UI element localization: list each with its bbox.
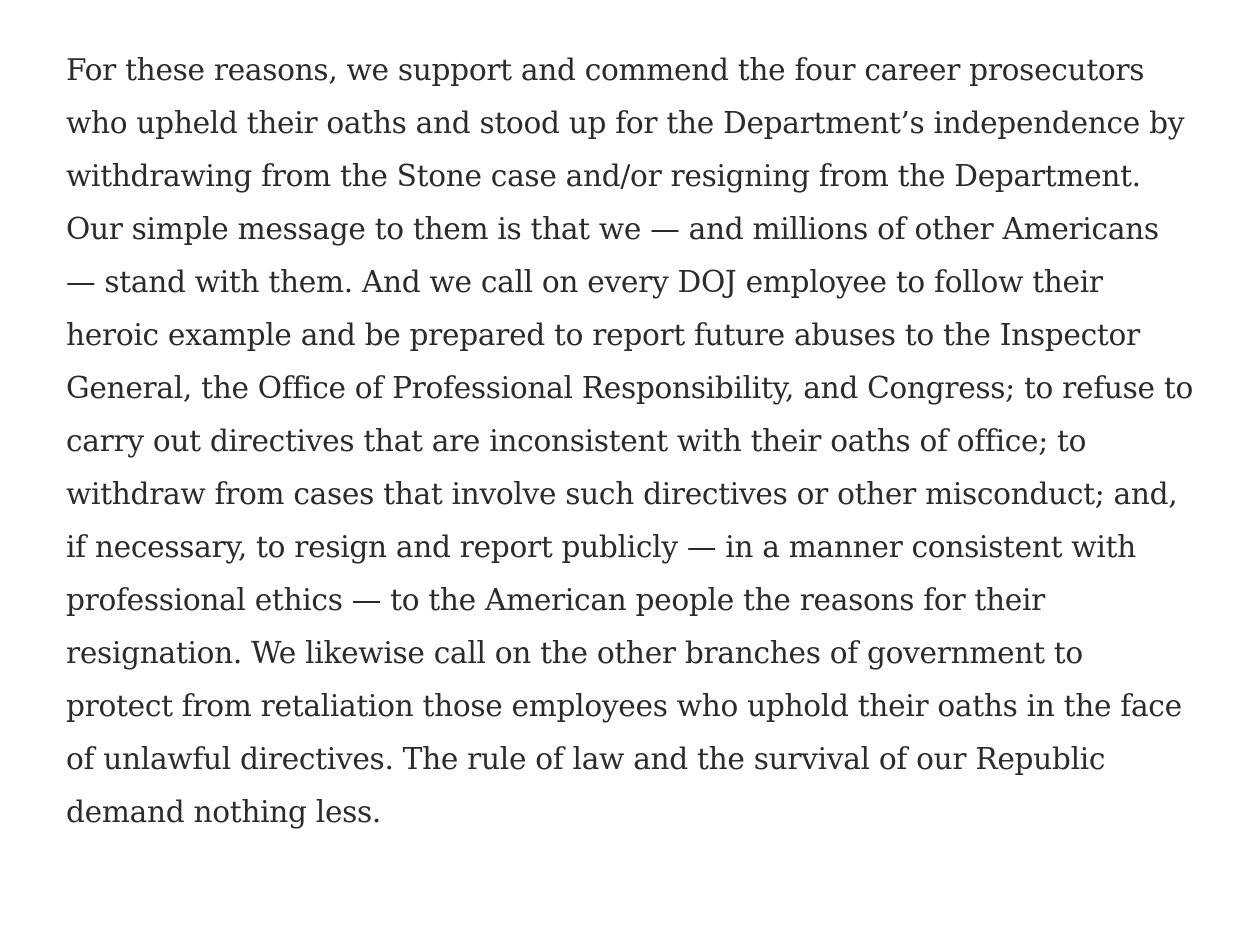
paragraph-line: professional ethics — to the American people the reasons for their (66, 583, 1045, 617)
paragraph-line: — stand with them. And we call on every DOJ employee to follow their (66, 265, 1103, 299)
paragraph-line: carry out directives that are inconsistent with their oaths of office; to (66, 424, 1087, 458)
article-body (66, 44, 1196, 839)
paragraph-line: demand nothing less. (66, 795, 382, 829)
paragraph-line: if necessary, to resign and report publicly — in a manner consistent with (66, 530, 1136, 564)
paragraph-line: resignation. We likewise call on the other branches of government to (66, 636, 1083, 670)
paragraph-line: withdrawing from the Stone case and/or resigning from the Department. (66, 159, 1141, 193)
paragraph-line: withdraw from cases that involve such directives or other misconduct; and, (66, 477, 1178, 511)
paragraph-line: General, the Office of Professional Responsibility, and Congress; to refuse to (66, 371, 1193, 405)
paragraph-line: who upheld their oaths and stood up for the Department’s independence by (66, 106, 1185, 140)
paragraph-line: of unlawful directives. The rule of law and the survival of our Republic (66, 742, 1106, 776)
paragraph-line: Our simple message to them is that we — and millions of other Americans (66, 212, 1159, 246)
paragraph-line: protect from retaliation those employees who uphold their oaths in the face (66, 689, 1182, 723)
article-paragraph (66, 44, 1196, 839)
paragraph-line: heroic example and be prepared to report future abuses to the Inspector (66, 318, 1140, 352)
paragraph-line: For these reasons, we support and commend the four career prosecutors (66, 53, 1145, 87)
